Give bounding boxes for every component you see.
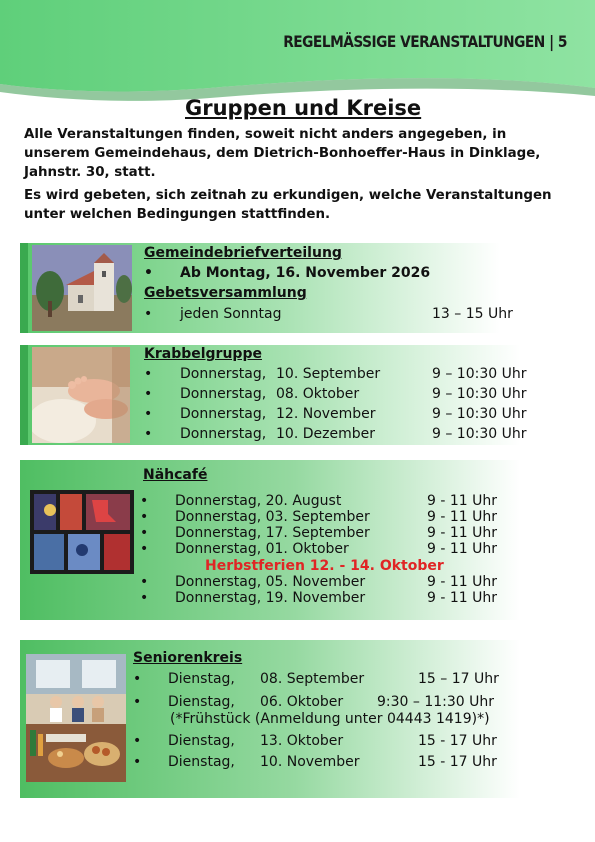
time-text: 9 - 11 Uhr [427, 493, 497, 509]
bullet: • [144, 306, 153, 322]
bullet: • [133, 733, 142, 749]
day-text: Dienstag, [168, 733, 235, 749]
day-text: Donnerstag, [180, 386, 267, 402]
day-text: Dienstag, [168, 671, 235, 687]
time-text: 9 – 10:30 Uhr [432, 406, 527, 422]
date-text: Donnerstag, 20. August [175, 493, 342, 509]
bullet: • [144, 386, 153, 402]
date-text: 08. September [260, 671, 365, 687]
date-text: 06. Oktober [260, 694, 344, 710]
date-text: Donnerstag, 01. Oktober [175, 541, 349, 557]
time-text: 9 - 11 Uhr [427, 574, 497, 590]
intro-line-2: unserem Gemeindehaus, dem Dietrich-Bonhoeffer-Haus in Dinklage, [24, 146, 541, 161]
date-text: 10. Dezember [276, 426, 375, 442]
time-text: 9 - 11 Uhr [427, 525, 497, 541]
date-text: 12. November [276, 406, 376, 422]
church-painting-image [32, 245, 132, 331]
page-title: Gruppen und Kreise [185, 96, 422, 120]
section-gemeindebrief [20, 243, 513, 333]
intro-line-4: Es wird gebeten, sich zeitnah zu erkundigen, welche Veranstaltungen [24, 188, 552, 203]
date-text: 10. November [260, 754, 360, 770]
header-title: REGELMÄSSIGE VERANSTALTUNGEN | 5 [283, 32, 567, 51]
section-title: Krabbelgruppe [144, 346, 262, 362]
holiday-notice: Herbstferien 12. - 14. Oktober [205, 558, 444, 574]
list-item [140, 541, 510, 557]
date-text: 10. September [276, 366, 381, 382]
bullet: • [144, 426, 153, 442]
date-text: 08. Oktober [276, 386, 360, 402]
senior-breakfast-image [26, 654, 126, 782]
date-text: Donnerstag, 19. November [175, 590, 366, 606]
bullet: • [140, 525, 149, 541]
intro-line-5: unter welchen Bedingungen stattfinden. [24, 207, 331, 222]
list-item [140, 509, 510, 525]
intro-line-3: Jahnstr. 30, statt. [24, 165, 156, 180]
list-item [144, 306, 513, 324]
list-item [144, 426, 534, 444]
list-item [144, 386, 534, 404]
date-text: Donnerstag, 05. November [175, 574, 366, 590]
section-title: Seniorenkreis [133, 650, 243, 666]
bullet: • [133, 694, 142, 710]
day-text: Donnerstag, [180, 366, 267, 382]
list-item [133, 754, 513, 772]
list-item [144, 265, 484, 283]
day-text: jeden Sonntag [180, 306, 282, 322]
list-item [140, 493, 510, 509]
date-text: 13. Oktober [260, 733, 344, 749]
section-title: Gemeindebriefverteilung [144, 245, 342, 261]
time-text: 9 – 10:30 Uhr [432, 386, 527, 402]
bullet: • [140, 541, 149, 557]
time-text: 15 - 17 Uhr [418, 754, 497, 770]
list-item [140, 574, 510, 590]
day-text: Donnerstag, [180, 406, 267, 422]
section-subtitle: Gebetsversammlung [144, 285, 307, 301]
list-item [140, 525, 510, 541]
list-item [133, 733, 513, 751]
section-seniorenkreis [20, 640, 520, 798]
section-accent-bar [20, 243, 28, 333]
bullet: • [140, 590, 149, 606]
day-text: Dienstag, [168, 754, 235, 770]
list-item [133, 694, 513, 712]
baby-feet-image [32, 347, 130, 443]
time-text: 9:30 – 11:30 Uhr [377, 694, 495, 710]
bullet: • [140, 574, 149, 590]
day-text: Donnerstag, [180, 426, 267, 442]
bullet: • [144, 366, 153, 382]
time-text: 15 – 17 Uhr [418, 671, 499, 687]
bullet: • [144, 265, 153, 281]
date-text: Ab Montag, 16. November 2026 [180, 265, 431, 281]
day-text: Dienstag, [168, 694, 235, 710]
section-krabbelgruppe [20, 345, 527, 445]
time-text: 9 - 11 Uhr [427, 541, 497, 557]
time-text: 13 – 15 Uhr [432, 306, 513, 322]
section-naehcafe [20, 460, 520, 620]
bullet: • [140, 493, 149, 509]
section-title: Nähcafé [143, 467, 208, 483]
bullet: • [133, 671, 142, 687]
list-item [140, 590, 510, 606]
time-text: 9 - 11 Uhr [427, 590, 497, 606]
time-text: 9 – 10:30 Uhr [432, 366, 527, 382]
intro-line-1: Alle Veranstaltungen finden, soweit nicht anders angegeben, in [24, 127, 507, 142]
time-text: 9 - 11 Uhr [427, 509, 497, 525]
breakfast-note: (*Frühstück (Anmeldung unter 04443 1419)*) [170, 711, 490, 727]
list-item [133, 671, 513, 689]
sewing-crafts-image [30, 490, 134, 574]
time-text: 9 – 10:30 Uhr [432, 426, 527, 442]
section-accent-bar [20, 345, 28, 445]
list-item [144, 366, 534, 384]
bullet: • [144, 406, 153, 422]
list-item [144, 406, 534, 424]
bullet: • [140, 509, 149, 525]
bullet: • [133, 754, 142, 770]
date-text: Donnerstag, 17. September [175, 525, 370, 541]
time-text: 15 - 17 Uhr [418, 733, 497, 749]
date-text: Donnerstag, 03. September [175, 509, 370, 525]
